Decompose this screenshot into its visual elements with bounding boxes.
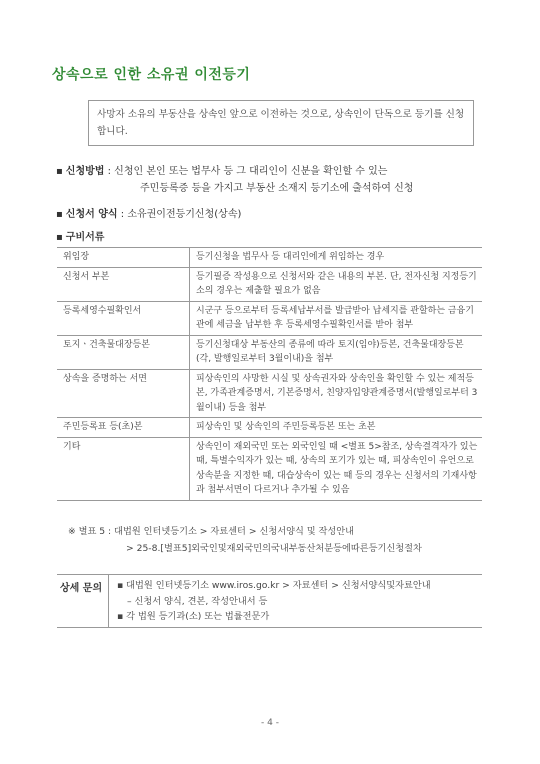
document-name: 신청서 부본 <box>57 267 190 301</box>
intro-box: 사망자 소유의 부동산을 상속인 앞으로 이전하는 것으로, 상속인이 단독으로 등기를 신청합니다. <box>88 100 474 146</box>
required-documents-heading <box>56 229 104 246</box>
document-name: 위임장 <box>57 248 190 268</box>
table-row <box>57 248 482 268</box>
table-row <box>57 301 482 335</box>
form-label: 신청서 양식 <box>65 209 118 220</box>
documents-label: 구비서류 <box>65 232 105 243</box>
document-description: 등기필증 작성용으로 신청서와 같은 내용의 부본. 단, 전자신청 지정등기소의 경우는 제출할 필요가 없음 <box>190 267 483 301</box>
method-line-2: 주민등록증 등을 가지고 부동산 소재지 등기소에 출석하여 신청 <box>140 183 414 194</box>
bullet-icon: ▪ <box>56 232 63 243</box>
application-method <box>56 163 496 197</box>
document-name: 상속을 증명하는 서면 <box>57 369 190 418</box>
contact-box <box>57 574 482 628</box>
table-row <box>57 369 482 418</box>
note-line-1: ※ 별표 5 : 대법원 인터넷등기소 > 자료센터 > 신청서양식 및 작성안내 <box>68 526 355 537</box>
contact-line-1: ▪ 대법원 인터넷등기소 www.iros.go.kr > 자료센터 > 신청서양식및자료안내 <box>117 580 431 591</box>
document-description: 등기신청을 법무사 등 대리인에게 위임하는 경우 <box>190 248 483 268</box>
contact-body <box>117 578 431 625</box>
document-name: 토지ㆍ건축물대장등본 <box>57 335 190 369</box>
document-name: 기타 <box>57 437 190 500</box>
method-line-1: 신청인 본인 또는 법무사 등 그 대리인이 신분을 확인할 수 있는 <box>114 166 388 177</box>
document-description: 등기신청대상 부동산의 종류에 따라 토지(임야)등본, 건축물대장등본(각, 발행일로부터 3월이내)을 첨부 <box>190 335 483 369</box>
contact-line-3: ▪ 각 법원 등기과(소) 또는 법률전문가 <box>117 611 270 622</box>
document-name: 등록세영수필확인서 <box>57 301 190 335</box>
method-separator: : <box>104 166 115 177</box>
table-row <box>57 335 482 369</box>
form-separator: : <box>117 209 128 220</box>
document-description: 피상속인의 사망한 시실 및 상속권자와 상속인을 확인할 수 있는 제적등본, 가족관계증명서, 기본증명서, 친양자입양관계증명서(발행일로부터 3월이내) 등을 첨부 <box>190 369 483 418</box>
contact-heading: 상세 문의 <box>57 575 109 627</box>
appendix-note <box>68 523 422 557</box>
document-description: 상속인이 재외국민 또는 외국인일 때 <별표 5>참조, 상속결격자가 있는 때, 특별수익자가 있는 때, 상속의 포기가 있는 때, 피상속인이 유언으로 상속분을 지정한 때, 대습상속이 있는 때 등의 경우는 신청서의 기재사항과 첨부서면이 다르거나 추가될 수 있음 <box>190 437 483 500</box>
bullet-icon: ▪ <box>56 166 63 177</box>
method-label: 신청방법 <box>65 166 105 177</box>
document-description: 시군구 등으로부터 등록세납부서를 발급받아 납세지를 관할하는 금융기관에 세금을 납부한 후 등록세영수필확인서를 받아 첨부 <box>190 301 483 335</box>
page-number: - 4 - <box>261 718 279 728</box>
note-line-2: > 25-8.[별표5]외국인및재외국민의국내부동산처분등에따른등기신청절차 <box>126 543 422 554</box>
contact-line-2: – 신청서 양식, 견본, 작성안내서 등 <box>127 595 268 607</box>
bullet-icon: ▪ <box>56 209 63 220</box>
document-name: 주민등록표 등(초)본 <box>57 418 190 438</box>
table-row <box>57 418 482 438</box>
table-row <box>57 267 482 301</box>
page-title: 상속으로 인한 소유권 이전등기 <box>52 67 251 83</box>
application-form <box>56 206 241 223</box>
required-documents-table <box>57 247 482 501</box>
table-row <box>57 437 482 500</box>
form-value: 소유권이전등기신청(상속) <box>127 209 242 220</box>
document-description: 피상속인 및 상속인의 주민등록등본 또는 초본 <box>190 418 483 438</box>
